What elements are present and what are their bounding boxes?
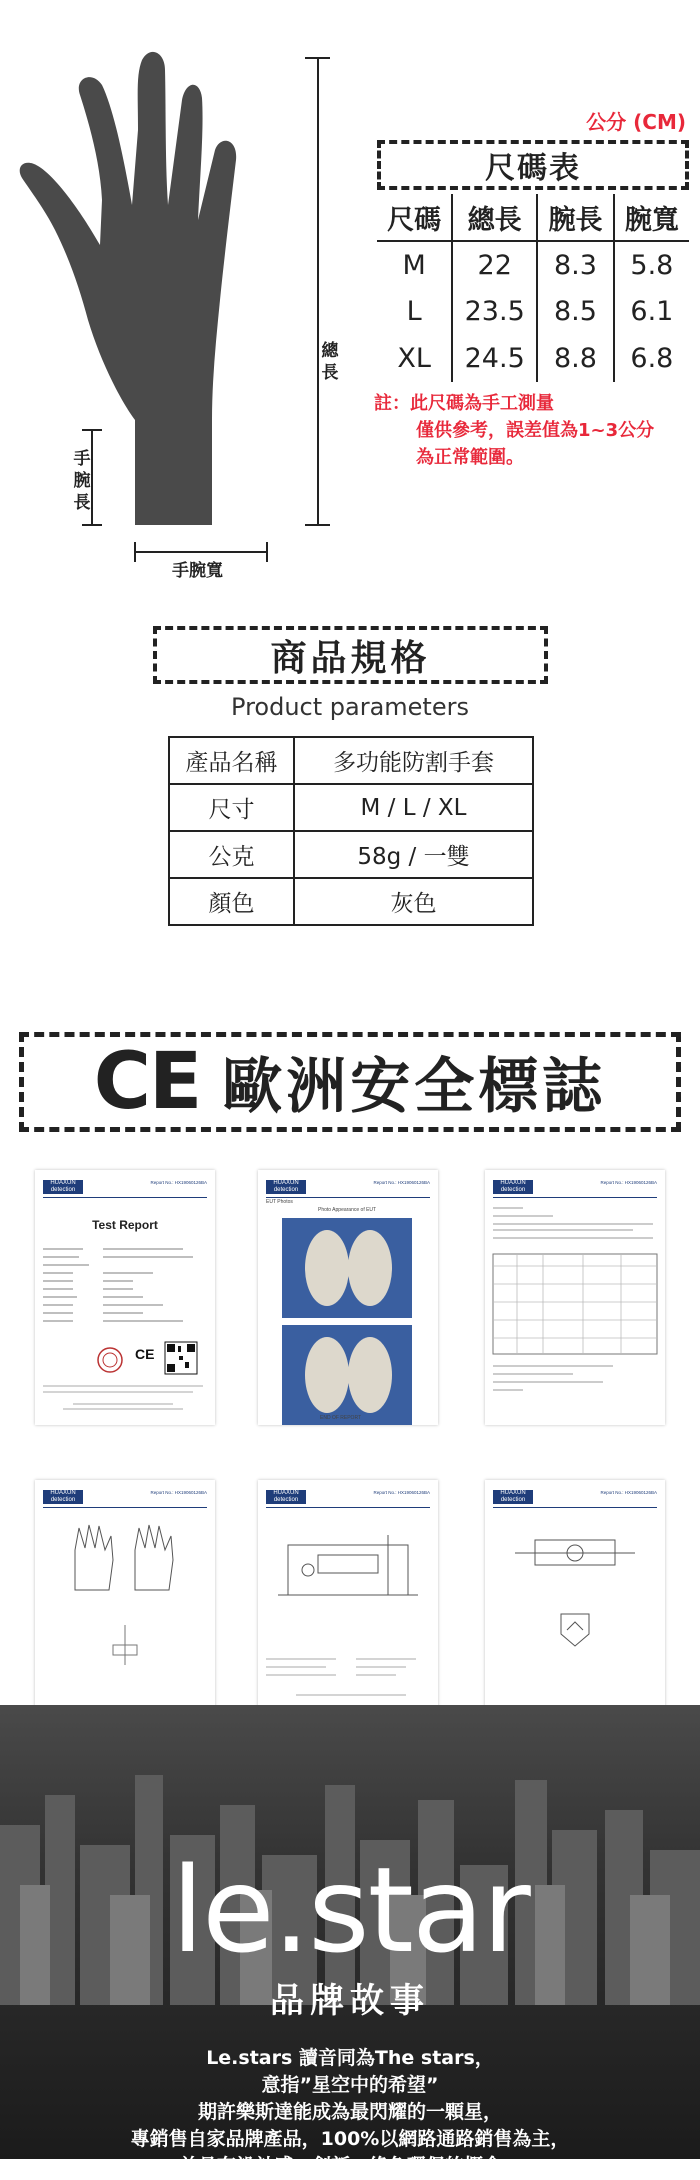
cell: 24.5 — [452, 335, 537, 382]
cell: 5.8 — [614, 241, 689, 288]
param-key: 公克 — [169, 831, 294, 878]
story-line: Le.stars 讀音同為The stars， — [206, 2047, 494, 2069]
header-total-length: 總長 — [452, 194, 537, 241]
report-number: Report No.: HX19060126BA — [600, 1180, 657, 1185]
cell: 8.8 — [537, 335, 614, 382]
param-value: 多功能防割手套 — [294, 737, 533, 784]
param-value: 58g / 一雙 — [294, 831, 533, 878]
table-row — [169, 737, 533, 784]
table-row — [377, 335, 689, 382]
params-title: 商品規格 — [270, 637, 431, 679]
apparatus-drawing-icon — [278, 1525, 418, 1615]
report-number: Report No.: HX19060126BA — [373, 1180, 430, 1185]
note-line-2: 僅供參考，誤差值為1~3公分 — [416, 420, 655, 441]
table-row — [169, 784, 533, 831]
params-subtitle: Product parameters — [231, 693, 469, 721]
story-line: 期許樂斯達能成為最閃耀的一顆星， — [197, 2101, 502, 2123]
report-text-lines-icon — [43, 1245, 207, 1335]
ce-banner-title: 歐洲安全標誌 — [222, 1052, 607, 1122]
end-of-report: END OF REPORT — [320, 1415, 362, 1421]
report-logo: HUAXUN detection — [43, 1490, 83, 1504]
size-chart-title: 尺碼表 — [485, 151, 581, 186]
note-line-1: 註：此尺碼為手工測量 — [374, 393, 554, 414]
note-line-3: 為正常範圍。 — [416, 447, 524, 468]
size-chart-title-box — [377, 140, 689, 190]
cell: XL — [397, 343, 431, 374]
brand-title: 品牌故事 — [270, 1981, 430, 2021]
report-page-6 — [485, 1480, 665, 1735]
report-page-5 — [258, 1480, 438, 1735]
param-key: 尺寸 — [169, 784, 294, 831]
report-page-1 — [35, 1170, 215, 1425]
report-number: Report No.: HX19060126BA — [150, 1180, 207, 1185]
report-logo: HUAXUN detection — [493, 1490, 533, 1504]
ce-mark-icon: CE — [93, 1037, 201, 1127]
gloves-image-icon — [282, 1325, 412, 1425]
param-key: 產品名稱 — [169, 737, 294, 784]
header-wrist-width: 腕寬 — [614, 194, 689, 241]
size-section — [0, 0, 700, 600]
eut-photo-caption: Photo Appearance of EUT — [318, 1207, 377, 1213]
cell: 6.1 — [614, 288, 689, 335]
report-table-icon — [493, 1206, 657, 1396]
report-logo: HUAXUN detection — [493, 1180, 533, 1194]
cell: 8.3 — [537, 241, 614, 288]
cell: 6.8 — [614, 335, 689, 382]
report-logo: HUAXUN detection — [43, 1180, 83, 1194]
wrist-length-label: 手腕長 — [73, 449, 91, 513]
report-page-3 — [485, 1170, 665, 1425]
hand-diagram-icon — [0, 40, 350, 580]
report-number: Report No.: HX19060126BA — [373, 1490, 430, 1495]
size-note — [374, 390, 654, 471]
param-value: M / L / XL — [294, 784, 533, 831]
table-row — [377, 241, 689, 288]
story-line: 意指”星空中的希望” — [261, 2074, 439, 2096]
gloves-image-icon — [282, 1218, 412, 1318]
total-length-label: 總長 — [321, 341, 339, 383]
brand-logo: le.star — [171, 1841, 529, 1979]
size-table — [377, 194, 689, 382]
test-sketch-icon — [95, 1625, 155, 1670]
report-logo: HUAXUN detection — [266, 1490, 306, 1504]
qr-code-icon — [165, 1342, 197, 1374]
report-title: Test Report — [92, 1218, 158, 1232]
rotating-device-icon — [505, 1525, 645, 1585]
story-line: 並具有設計感、創新、綠色環保的概念。 — [178, 2155, 521, 2177]
param-key: 顏色 — [169, 878, 294, 925]
ce-banner — [19, 1032, 681, 1132]
cell: L — [406, 296, 422, 327]
glove-photo-2 — [282, 1325, 412, 1425]
report-logo: HUAXUN detection — [266, 1180, 306, 1194]
table-row — [377, 288, 689, 335]
cell: M — [402, 249, 426, 281]
wrist-width-label: 手腕寬 — [172, 561, 223, 581]
glove-drawing-icon — [65, 1520, 185, 1595]
table-row — [169, 878, 533, 925]
hand-silhouette — [20, 52, 236, 525]
report-number: Report No.: HX19060126BA — [150, 1490, 207, 1495]
pictogram-icon — [555, 1610, 595, 1650]
size-table-header — [377, 194, 689, 241]
brand-story-section — [0, 1705, 700, 2177]
report-ce-mark: CE — [135, 1346, 155, 1362]
report-page-2 — [258, 1170, 438, 1425]
params-title-box — [153, 626, 548, 684]
legend-lines-icon — [266, 1655, 430, 1705]
params-table — [168, 736, 534, 926]
cell: 23.5 — [452, 288, 537, 335]
report-footer-lines-icon — [43, 1382, 207, 1412]
table-row — [169, 831, 533, 878]
stamp-icon — [95, 1345, 125, 1375]
report-page-4 — [35, 1480, 215, 1735]
header-size: 尺碼 — [377, 194, 452, 241]
glove-photo-1 — [282, 1218, 412, 1318]
cell: 8.5 — [537, 288, 614, 335]
unit-label: 公分 (CM) — [586, 110, 686, 134]
brand-story-text — [0, 2045, 700, 2180]
eut-photos-label: EUT Photos — [266, 1199, 293, 1205]
story-line: 專銷售自家品牌產品，100%以網路通路銷售為主， — [130, 2128, 570, 2150]
header-wrist-length: 腕長 — [537, 194, 614, 241]
report-number: Report No.: HX19060126BA — [600, 1490, 657, 1495]
cell: 22 — [452, 241, 537, 288]
param-value: 灰色 — [294, 878, 533, 925]
